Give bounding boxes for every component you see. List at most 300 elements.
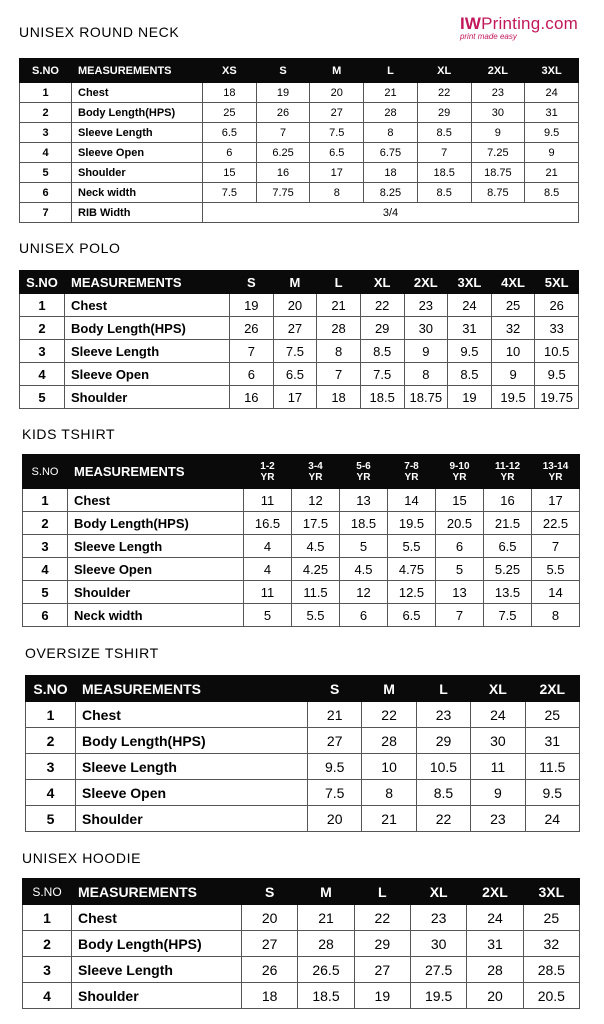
- size-value: 5.5: [388, 535, 436, 558]
- size-value: 7.5: [273, 340, 317, 363]
- size-value: 4.75: [388, 558, 436, 581]
- size-value: 13: [436, 581, 484, 604]
- measurement-label: Sleeve Length: [72, 957, 242, 983]
- size-table-polo: [19, 270, 579, 409]
- size-value: 6.5: [388, 604, 436, 627]
- measurement-label: Sleeve Open: [76, 780, 308, 806]
- size-value: 31: [448, 317, 492, 340]
- size-value: 31: [525, 728, 579, 754]
- measurement-label: Sleeve Open: [65, 363, 230, 386]
- size-value: 23: [404, 294, 448, 317]
- header-size: 3-4 YR: [292, 455, 340, 489]
- measurement-label: Sleeve Length: [65, 340, 230, 363]
- size-value: 8.75: [471, 183, 525, 203]
- table-row: [26, 806, 580, 832]
- header-sno: S.NO: [20, 59, 72, 83]
- size-value: 8: [404, 363, 448, 386]
- size-value: 5.5: [292, 604, 340, 627]
- size-value: 32: [523, 931, 579, 957]
- size-value: 21.5: [484, 512, 532, 535]
- size-value: 9: [471, 123, 525, 143]
- size-value: 21: [298, 905, 354, 931]
- size-value: 6: [203, 143, 257, 163]
- size-value: 8.5: [416, 780, 470, 806]
- row-number: 1: [20, 294, 65, 317]
- header-size: L: [364, 59, 418, 83]
- size-value: 9: [525, 143, 579, 163]
- size-value: 18.75: [471, 163, 525, 183]
- row-number: 3: [20, 340, 65, 363]
- size-value: 12.5: [388, 581, 436, 604]
- header-size: L: [416, 676, 470, 702]
- header-size: 4XL: [491, 271, 535, 294]
- measurement-label: Chest: [68, 489, 244, 512]
- size-value: 24: [471, 702, 525, 728]
- row-number: 3: [20, 123, 72, 143]
- section-title-hoodie: UNISEX HOODIE: [22, 850, 142, 866]
- size-value: 19: [448, 386, 492, 409]
- header-row: [20, 59, 579, 83]
- size-value: 9: [491, 363, 535, 386]
- header-size: XL: [360, 271, 404, 294]
- size-value: 14: [532, 581, 580, 604]
- section-title-polo: UNISEX POLO: [19, 240, 121, 256]
- size-value: 15: [436, 489, 484, 512]
- size-value: 21: [362, 806, 416, 832]
- size-table-round-neck: [19, 58, 579, 223]
- size-value: 19.5: [491, 386, 535, 409]
- table-row: [20, 183, 579, 203]
- size-value: 16: [484, 489, 532, 512]
- size-value: 30: [404, 317, 448, 340]
- measurement-label: RIB Width: [72, 203, 203, 223]
- header-size: S: [230, 271, 274, 294]
- size-value: 4.5: [340, 558, 388, 581]
- size-value: 11: [244, 489, 292, 512]
- size-value: 29: [416, 728, 470, 754]
- measurement-label: Sleeve Open: [68, 558, 244, 581]
- section-title-round-neck: UNISEX ROUND NECK: [19, 24, 180, 40]
- size-value: 17: [532, 489, 580, 512]
- header-measurements: MEASUREMENTS: [65, 271, 230, 294]
- size-value: 7: [532, 535, 580, 558]
- size-value: 18.5: [417, 163, 471, 183]
- size-value: 22: [417, 83, 471, 103]
- measurement-label: Body Length(HPS): [65, 317, 230, 340]
- size-value: 16: [256, 163, 310, 183]
- header-size: 2XL: [404, 271, 448, 294]
- size-value: 5.5: [532, 558, 580, 581]
- header-size: 2XL: [467, 879, 523, 905]
- size-value: 28: [317, 317, 361, 340]
- size-value: 26.5: [298, 957, 354, 983]
- size-value: 19: [230, 294, 274, 317]
- size-value: 22: [416, 806, 470, 832]
- size-value: 11.5: [292, 581, 340, 604]
- row-number: 5: [23, 581, 68, 604]
- size-table-hoodie: [22, 878, 580, 1009]
- header-size: S: [242, 879, 298, 905]
- size-value: 26: [230, 317, 274, 340]
- size-value: 8: [317, 340, 361, 363]
- table-row: [20, 363, 579, 386]
- table-row: [20, 386, 579, 409]
- measurement-label: Body Length(HPS): [72, 931, 242, 957]
- table-row: [23, 558, 580, 581]
- measurement-label: Chest: [65, 294, 230, 317]
- table-row: [23, 581, 580, 604]
- size-value: 6.75: [364, 143, 418, 163]
- size-value: 26: [242, 957, 298, 983]
- row-number: 3: [26, 754, 76, 780]
- size-value: 33: [535, 317, 579, 340]
- size-value: 26: [535, 294, 579, 317]
- size-value: 8: [364, 123, 418, 143]
- size-value: 7.5: [484, 604, 532, 627]
- size-value: 6.5: [310, 143, 364, 163]
- size-value: 13.5: [484, 581, 532, 604]
- size-value: 21: [364, 83, 418, 103]
- measurement-label: Shoulder: [68, 581, 244, 604]
- size-value: 6.5: [273, 363, 317, 386]
- header-size: 1-2 YR: [244, 455, 292, 489]
- size-value: 7.75: [256, 183, 310, 203]
- size-value: 23: [471, 806, 525, 832]
- size-value: 6.5: [203, 123, 257, 143]
- size-table-oversize: [25, 675, 580, 832]
- size-value: 8.5: [525, 183, 579, 203]
- size-value: 6: [230, 363, 274, 386]
- header-size: 3XL: [525, 59, 579, 83]
- header-size: 3XL: [523, 879, 579, 905]
- size-value: 18: [364, 163, 418, 183]
- header-size: XL: [471, 676, 525, 702]
- size-value: 15: [203, 163, 257, 183]
- row-number: 5: [20, 386, 65, 409]
- header-sno: S.NO: [23, 879, 72, 905]
- table-row: [23, 489, 580, 512]
- table-row: [20, 83, 579, 103]
- table-row: [20, 123, 579, 143]
- size-value: 21: [308, 702, 362, 728]
- header-size: XL: [410, 879, 466, 905]
- size-value: 28: [362, 728, 416, 754]
- size-value: 24: [525, 806, 579, 832]
- header-size: 2XL: [525, 676, 579, 702]
- size-value: 4: [244, 535, 292, 558]
- measurement-label: Sleeve Length: [68, 535, 244, 558]
- size-value: 9.5: [535, 363, 579, 386]
- size-value: 27: [310, 103, 364, 123]
- row-number: 7: [20, 203, 72, 223]
- row-number: 1: [20, 83, 72, 103]
- size-value: 18: [242, 983, 298, 1009]
- size-value: 25: [523, 905, 579, 931]
- measurement-label: Sleeve Length: [72, 123, 203, 143]
- row-number: 1: [23, 905, 72, 931]
- size-value: 18.5: [360, 386, 404, 409]
- size-value: 9.5: [525, 123, 579, 143]
- size-value: 19: [354, 983, 410, 1009]
- table-row: [23, 983, 580, 1009]
- size-value: 17: [310, 163, 364, 183]
- size-value: 8.25: [364, 183, 418, 203]
- row-number: 5: [20, 163, 72, 183]
- size-value: 10.5: [535, 340, 579, 363]
- header-size: 3XL: [448, 271, 492, 294]
- header-size: M: [310, 59, 364, 83]
- logo-tagline: print made easy: [459, 32, 517, 41]
- header-size: 11-12 YR: [484, 455, 532, 489]
- size-value: 4: [244, 558, 292, 581]
- table-row: [26, 754, 580, 780]
- row-number: 6: [20, 183, 72, 203]
- size-value: 27: [354, 957, 410, 983]
- row-number: 1: [26, 702, 76, 728]
- size-value: 7: [230, 340, 274, 363]
- row-number: 2: [23, 512, 68, 535]
- size-value: 20: [467, 983, 523, 1009]
- size-table-kids: [22, 454, 580, 627]
- size-value: 23: [416, 702, 470, 728]
- size-value: 20.5: [523, 983, 579, 1009]
- size-value: 10: [362, 754, 416, 780]
- header-size: 9-10 YR: [436, 455, 484, 489]
- header-sno: S.NO: [20, 271, 65, 294]
- measurement-label: Shoulder: [72, 163, 203, 183]
- size-value: 11.5: [525, 754, 579, 780]
- table-row: [20, 163, 579, 183]
- size-value: 9.5: [448, 340, 492, 363]
- size-value: 6.25: [256, 143, 310, 163]
- size-value: 14: [388, 489, 436, 512]
- table-row: [26, 780, 580, 806]
- size-value: 29: [354, 931, 410, 957]
- size-value: 21: [525, 163, 579, 183]
- size-value: 12: [292, 489, 340, 512]
- row-number: 2: [20, 317, 65, 340]
- size-value: 5: [436, 558, 484, 581]
- size-value: 7.5: [310, 123, 364, 143]
- table-row: [26, 728, 580, 754]
- size-value: 22: [354, 905, 410, 931]
- measurement-label: Shoulder: [76, 806, 308, 832]
- measurement-label: Neck width: [68, 604, 244, 627]
- logo-wordmark: IWPrinting.com: [459, 14, 578, 33]
- table-row: [20, 143, 579, 163]
- size-value: 7: [256, 123, 310, 143]
- measurement-label: Body Length(HPS): [76, 728, 308, 754]
- table-row: [23, 604, 580, 627]
- measurement-label: Sleeve Length: [76, 754, 308, 780]
- size-value: 18: [203, 83, 257, 103]
- row-number: 1: [23, 489, 68, 512]
- size-value: 18.75: [404, 386, 448, 409]
- size-value: 7: [436, 604, 484, 627]
- size-value: 8: [532, 604, 580, 627]
- size-value: 27: [273, 317, 317, 340]
- size-value: 13: [340, 489, 388, 512]
- size-value: 17: [273, 386, 317, 409]
- row-number: 6: [23, 604, 68, 627]
- table-row: [23, 512, 580, 535]
- size-value: 22: [360, 294, 404, 317]
- size-value: 17.5: [292, 512, 340, 535]
- size-value: 5: [244, 604, 292, 627]
- header-size: M: [273, 271, 317, 294]
- table-row: [23, 931, 580, 957]
- size-value: 20: [273, 294, 317, 317]
- size-value: 29: [417, 103, 471, 123]
- size-value: 4.5: [292, 535, 340, 558]
- measurement-label: Body Length(HPS): [72, 103, 203, 123]
- measurement-label: Shoulder: [65, 386, 230, 409]
- size-value: 8.5: [417, 123, 471, 143]
- size-value: 8.5: [417, 183, 471, 203]
- table-row: [23, 535, 580, 558]
- header-size: L: [317, 271, 361, 294]
- size-value: 7.5: [360, 363, 404, 386]
- size-value: 24: [448, 294, 492, 317]
- header-row: [23, 455, 580, 489]
- header-size: XL: [417, 59, 471, 83]
- size-value: 11: [471, 754, 525, 780]
- size-value: 31: [525, 103, 579, 123]
- size-value: 27: [242, 931, 298, 957]
- size-value: 12: [340, 581, 388, 604]
- size-value: 27: [308, 728, 362, 754]
- row-number: 5: [26, 806, 76, 832]
- size-value: 10: [491, 340, 535, 363]
- size-value: 28: [364, 103, 418, 123]
- size-value: 28: [298, 931, 354, 957]
- table-row: [20, 294, 579, 317]
- size-value: 22: [362, 702, 416, 728]
- size-value: 21: [317, 294, 361, 317]
- size-value: 7.5: [203, 183, 257, 203]
- size-value: 31: [467, 931, 523, 957]
- table-row: [23, 905, 580, 931]
- size-value: 8: [362, 780, 416, 806]
- size-value: 7.25: [471, 143, 525, 163]
- size-value: 6: [436, 535, 484, 558]
- table-row: [20, 317, 579, 340]
- header-size: M: [298, 879, 354, 905]
- size-value: 9: [471, 780, 525, 806]
- table-row: [20, 103, 579, 123]
- size-value: 25: [525, 702, 579, 728]
- measurement-label: Chest: [72, 905, 242, 931]
- row-number: 4: [20, 143, 72, 163]
- header-size: 7-8 YR: [388, 455, 436, 489]
- measurement-label: Chest: [76, 702, 308, 728]
- size-value: 10.5: [416, 754, 470, 780]
- measurement-label: Body Length(HPS): [68, 512, 244, 535]
- size-value: 4.25: [292, 558, 340, 581]
- row-number: 4: [23, 983, 72, 1009]
- row-number: 3: [23, 957, 72, 983]
- row-number: 2: [20, 103, 72, 123]
- size-value: 19: [256, 83, 310, 103]
- size-value: 5.25: [484, 558, 532, 581]
- size-value: 9: [404, 340, 448, 363]
- size-value: 30: [471, 103, 525, 123]
- size-value: 11: [244, 581, 292, 604]
- size-value: 27.5: [410, 957, 466, 983]
- size-value: 23: [410, 905, 466, 931]
- size-value: 19.75: [535, 386, 579, 409]
- size-value: 6.5: [484, 535, 532, 558]
- measurement-label: Shoulder: [72, 983, 242, 1009]
- size-value: 30: [410, 931, 466, 957]
- size-value: 8.5: [360, 340, 404, 363]
- size-value: 26: [256, 103, 310, 123]
- header-size: 5-6 YR: [340, 455, 388, 489]
- header-sno: S.NO: [23, 455, 68, 489]
- row-number: 4: [23, 558, 68, 581]
- row-number: 4: [20, 363, 65, 386]
- header-size: 5XL: [535, 271, 579, 294]
- section-title-kids: KIDS TSHIRT: [22, 426, 116, 442]
- size-value: 18.5: [298, 983, 354, 1009]
- header-size: 13-14 YR: [532, 455, 580, 489]
- size-value: 16: [230, 386, 274, 409]
- brand-logo: [460, 14, 578, 41]
- size-value: 32: [491, 317, 535, 340]
- header-size: XS: [203, 59, 257, 83]
- header-measurements: MEASUREMENTS: [68, 455, 244, 489]
- header-size: S: [256, 59, 310, 83]
- size-value: 25: [203, 103, 257, 123]
- size-value: 18: [317, 386, 361, 409]
- table-row: [26, 702, 580, 728]
- table-row: [20, 203, 579, 223]
- size-value: 7: [417, 143, 471, 163]
- table-row: [20, 340, 579, 363]
- header-size: M: [362, 676, 416, 702]
- measurement-label: Sleeve Open: [72, 143, 203, 163]
- size-value: 24: [525, 83, 579, 103]
- measurement-label: Neck width: [72, 183, 203, 203]
- size-value: 25: [491, 294, 535, 317]
- size-value: 5: [340, 535, 388, 558]
- size-value-all: 3/4: [203, 203, 579, 223]
- size-value: 9.5: [525, 780, 579, 806]
- header-row: [26, 676, 580, 702]
- size-value: 8: [310, 183, 364, 203]
- size-value: 20: [308, 806, 362, 832]
- header-size: 2XL: [471, 59, 525, 83]
- row-number: 2: [26, 728, 76, 754]
- size-value: 9.5: [308, 754, 362, 780]
- header-row: [23, 879, 580, 905]
- row-number: 2: [23, 931, 72, 957]
- header-measurements: MEASUREMENTS: [72, 879, 242, 905]
- size-value: 24: [467, 905, 523, 931]
- header-measurements: MEASUREMENTS: [72, 59, 203, 83]
- size-value: 20.5: [436, 512, 484, 535]
- header-size: L: [354, 879, 410, 905]
- size-value: 20: [242, 905, 298, 931]
- size-value: 16.5: [244, 512, 292, 535]
- size-value: 28: [467, 957, 523, 983]
- size-value: 20: [310, 83, 364, 103]
- header-sno: S.NO: [26, 676, 76, 702]
- section-title-oversize: OVERSIZE TSHIRT: [25, 645, 159, 661]
- measurement-label: Chest: [72, 83, 203, 103]
- size-value: 18.5: [340, 512, 388, 535]
- header-size: S: [308, 676, 362, 702]
